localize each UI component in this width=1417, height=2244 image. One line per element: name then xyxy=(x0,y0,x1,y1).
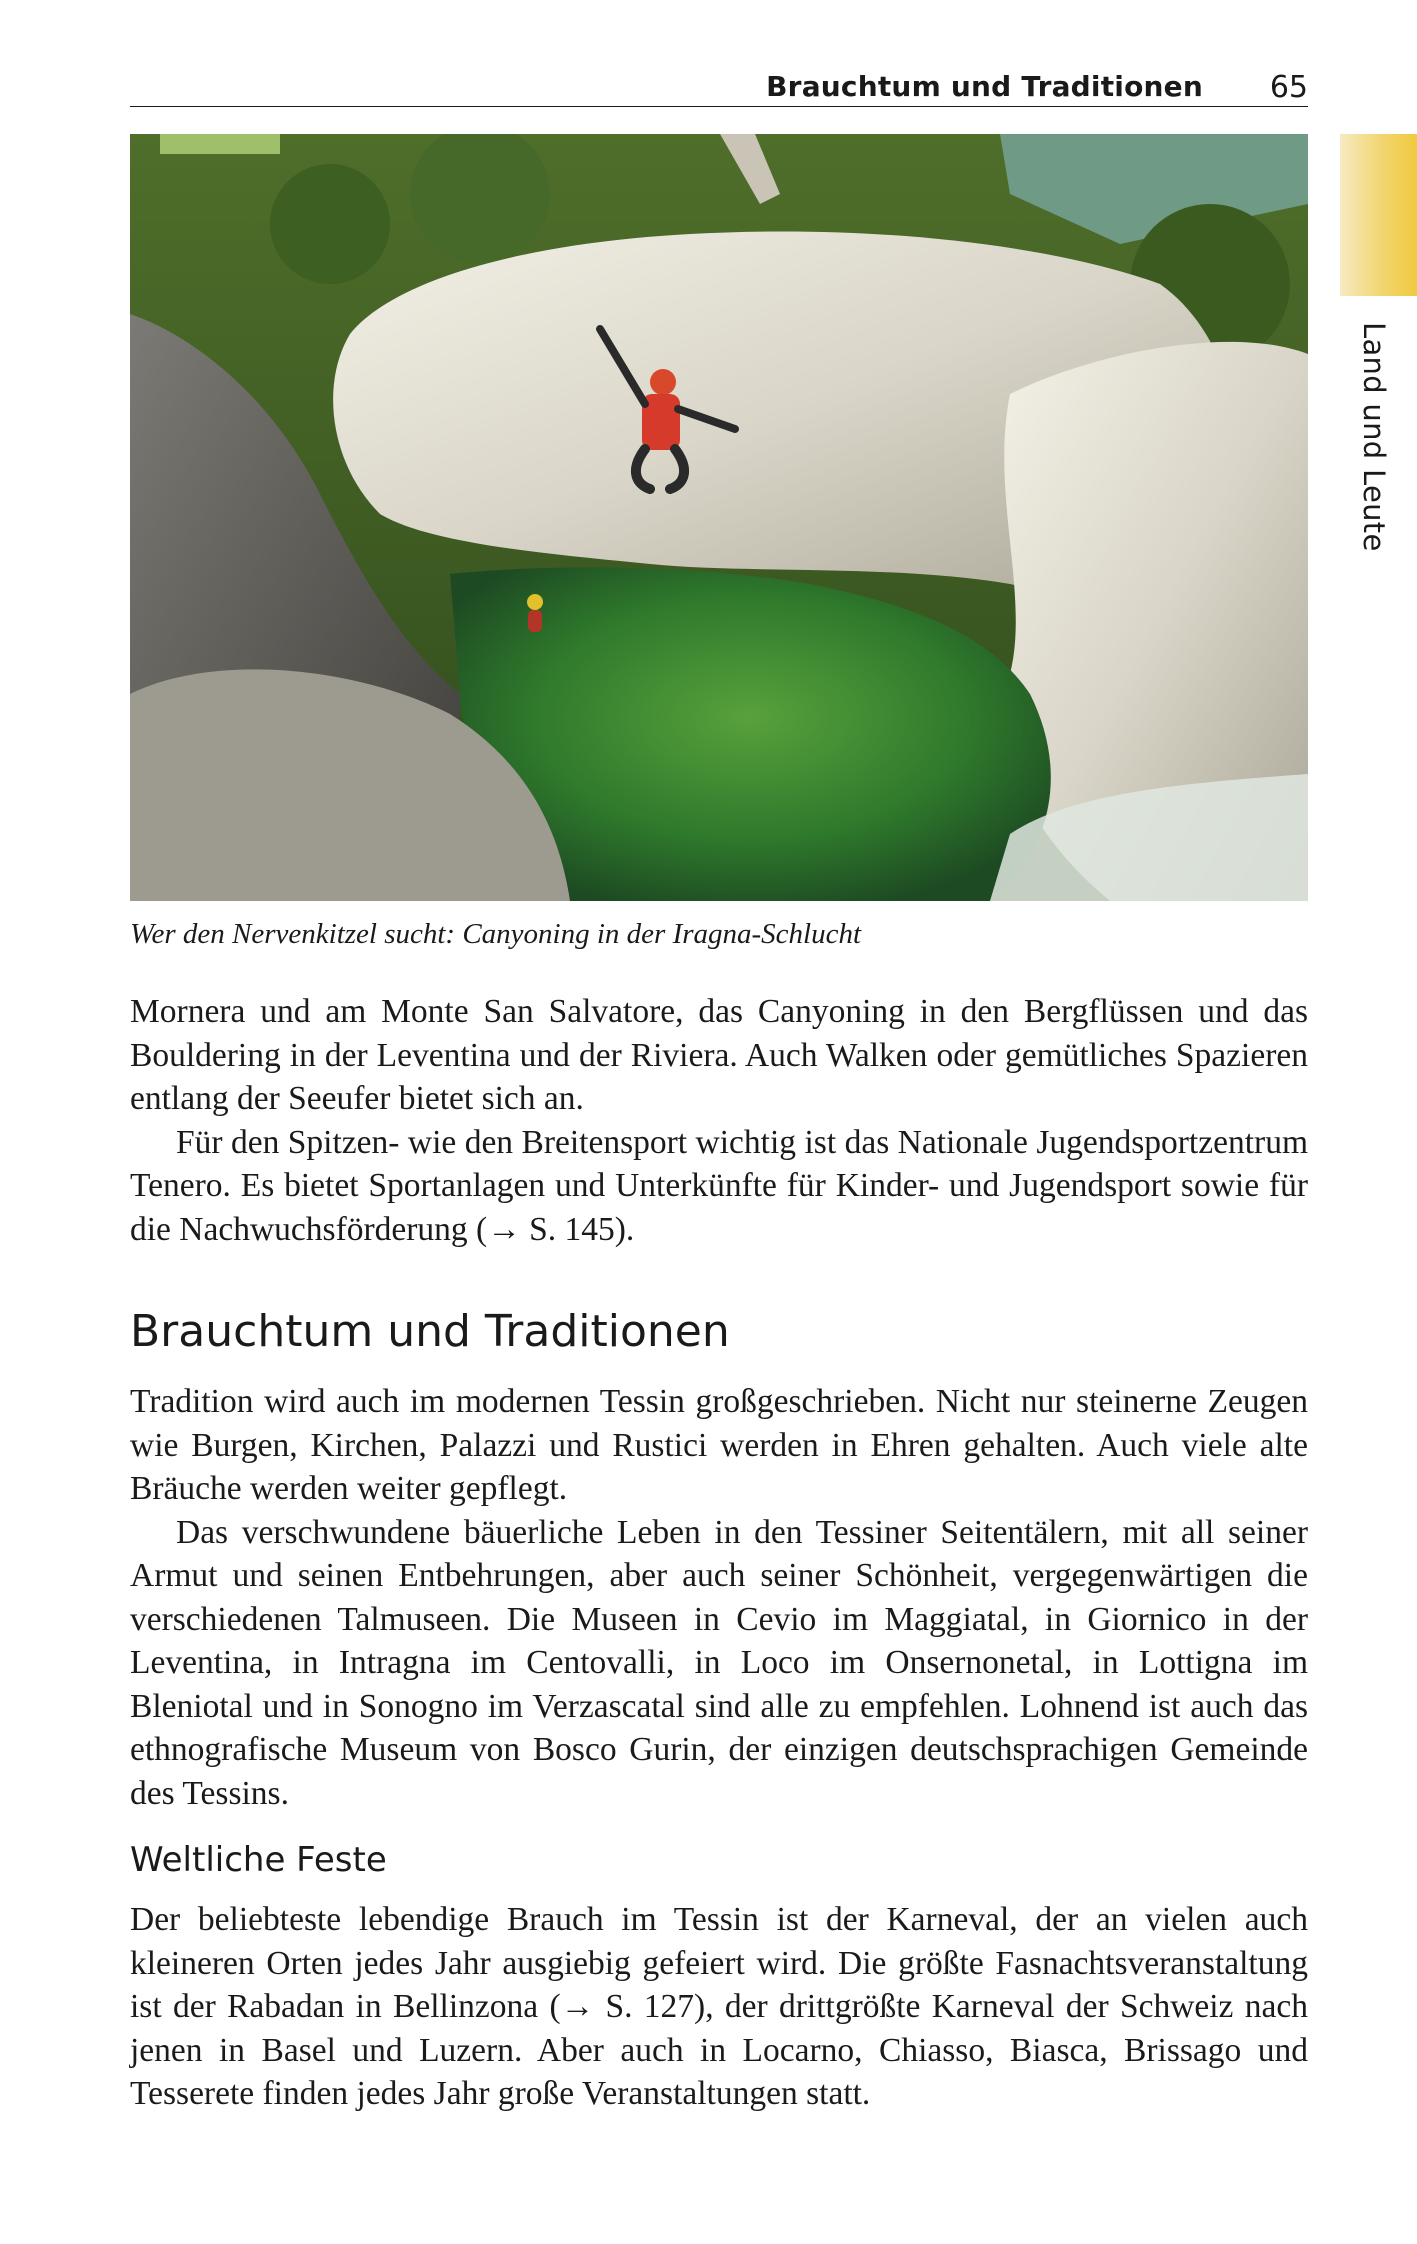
section-heading: Brauchtum und Traditionen xyxy=(130,1306,730,1357)
running-header xyxy=(130,66,1308,107)
paragraph: Der beliebteste lebendige Brauch im Tessin ist der Karneval, der an vielen auch kleineren Orten jedes Jahr ausgiebig gefeiert wird. Die größte Fasnachtsveranstaltung ist der Rabadan in Bellinzona (→ S. 127), der drittgrößte Karneval der Schweiz nach jenen in Basel und Luzern. Aber auch in Locarno, Chiasso, Biasca, Brissago und Tesserete finden jedes Jahr große Veranstaltungen statt. xyxy=(130,1901,1308,2112)
intro-text xyxy=(130,990,1308,1251)
chapter-side-label: Land und Leute xyxy=(1357,322,1391,552)
figure-caption: Wer den Nervenkitzel sucht: Canyoning in der Iragna-Schlucht xyxy=(130,918,862,950)
paragraph: Das verschwundene bäuerliche Leben in den Tessiner Seitentälern, mit all seiner Armut und seinen Entbehrungen, aber auch seiner Schönheit, vergegenwärtigen die verschiedenen Talmuseen. Die Museen in Cevio im Maggiatal, in Giornico in der Leventina, in Intragna im Centovalli, in Loco im Onsernonetal, in Lottigna im Bleniotal und in Sonogno im Verzascatal sind alle zu empfehlen. Lohnend ist auch das ethnografische Museum von Bosco Gurin, der einzigen deutschsprachigen Gemeinde des Tessins. xyxy=(130,1513,1308,1812)
page-number: 65 xyxy=(1269,70,1308,105)
chapter-thumb-tab xyxy=(1340,134,1417,296)
paragraph: Tradition wird auch im modernen Tessin großgeschrieben. Nicht nur steinerne Zeugen wie Burgen, Kirchen, Palazzi und Rustici werden in Ehren gehalten. Auch viele alte Bräuche werden weiter gepflegt. xyxy=(130,1383,1308,1507)
subsection-heading: Weltliche Feste xyxy=(130,1840,387,1880)
subsection-text xyxy=(130,1898,1308,2116)
paragraph: Mornera und am Monte San Salvatore, das Canyoning in den Bergflüssen und das Bouldering in der Leventina und der Riviera. Auch Walken oder gemütliches Spazieren entlang der Seeufer bietet sich an. xyxy=(130,993,1308,1117)
running-title: Brauchtum und Traditionen xyxy=(766,70,1203,103)
section-text xyxy=(130,1380,1308,1815)
paragraph: Für den Spitzen- wie den Breitensport wichtig ist das Nationale Jugendsportzentrum Tenero. Es bietet Sportanlagen und Unterkünfte für Kinder- und Jugendsport sowie für die Nachwuchsförderung (→ S. 145). xyxy=(130,1123,1308,1248)
canyoning-photo xyxy=(130,134,1308,901)
